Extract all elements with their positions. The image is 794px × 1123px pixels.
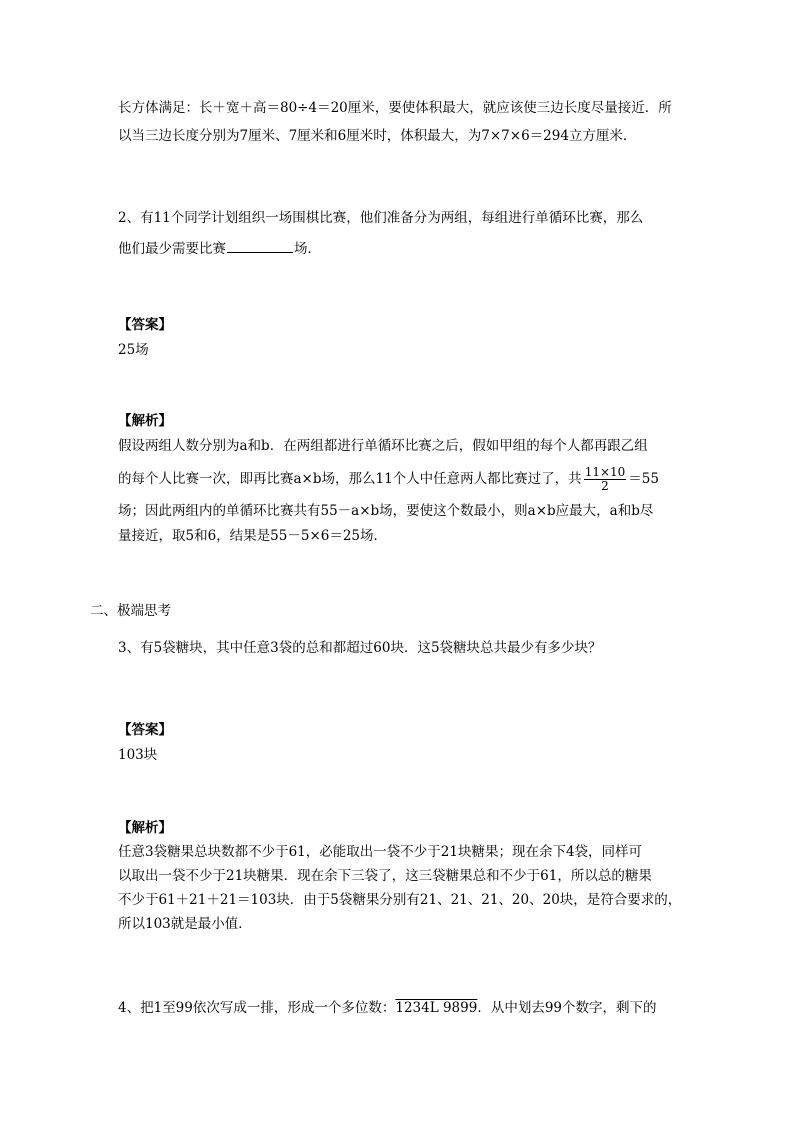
question-2-text: 2、有11个同学计划组织一场围棋比赛，他们准备分为两组，每组进行单循环比赛，那么 — [118, 210, 644, 226]
question-4-text — [118, 998, 657, 1018]
analysis-text: ＝55 — [628, 471, 659, 487]
paragraph-line: 以当三边长度分别为7厘米、7厘米和6厘米时，体积最大，为7×7×6＝294立方厘米． — [118, 128, 637, 144]
analysis-line: 场；因此两组内的单循环比赛共有55－a×b场，要使这个数最小，则a×b应最大，a和b尽 — [118, 503, 654, 519]
analysis-label: 【解析】 — [118, 820, 172, 836]
question-2-prefix: 他们最少需要比赛 — [118, 241, 226, 257]
paragraph-line: 长方体满足：长＋宽＋高＝80÷4＝20厘米，要使体积最大，就应该使三边长度尽量接近．所 — [118, 100, 672, 116]
answer-blank — [227, 240, 293, 253]
section-heading: 二、极端思考 — [90, 603, 171, 619]
analysis-text: 的每个人比赛一次，即再比赛a×b场，那么11个人中任意两人都比赛过了，共 — [118, 471, 582, 487]
analysis-line: 不少于61＋21＋21＝103块．由于5袋糖果分别有21、21、21、20、20块，是符合要求的， — [118, 892, 682, 908]
analysis-line: 假设两组人数分别为a和b．在两组都进行单循环比赛之后，假如甲组的每个人都再跟乙组 — [118, 438, 648, 454]
analysis-label: 【解析】 — [118, 413, 172, 429]
fraction-numerator: 11×10 — [584, 465, 626, 479]
analysis-line: 以取出一袋不少于21块糖果．现在余下三袋了，这三袋糖果总和不少于61，所以总的糖果 — [118, 868, 652, 884]
question-2-text-cont — [118, 239, 321, 259]
answer-value: 103块 — [118, 747, 158, 763]
question-4-prefix: 4、把1至99依次写成一排，形成一个多位数： — [118, 1000, 396, 1016]
question-3-text: 3、有5袋糖块，其中任意3袋的总和都超过60块．这5袋糖块总共最少有多少块？ — [118, 640, 602, 656]
question-2-suffix: 场． — [294, 241, 321, 257]
answer-label: 【答案】 — [118, 317, 172, 333]
analysis-line: 任意3袋糖果总块数都不少于61，必能取出一袋不少于21块糖果；现在余下4袋，同样可 — [118, 844, 643, 860]
fraction — [584, 466, 627, 493]
analysis-line — [118, 466, 659, 493]
answer-label: 【答案】 — [118, 722, 172, 738]
answer-value: 25场 — [118, 342, 149, 358]
analysis-line: 所以103就是最小值． — [118, 916, 252, 932]
overlined-number: 1234L 9899 — [395, 1000, 478, 1016]
fraction-denominator: 2 — [601, 479, 609, 493]
question-4-suffix: ．从中划去99个数字，剩下的 — [477, 1000, 657, 1016]
analysis-line: 量接近，取5和6，结果是55－5×6＝25场． — [118, 528, 388, 544]
